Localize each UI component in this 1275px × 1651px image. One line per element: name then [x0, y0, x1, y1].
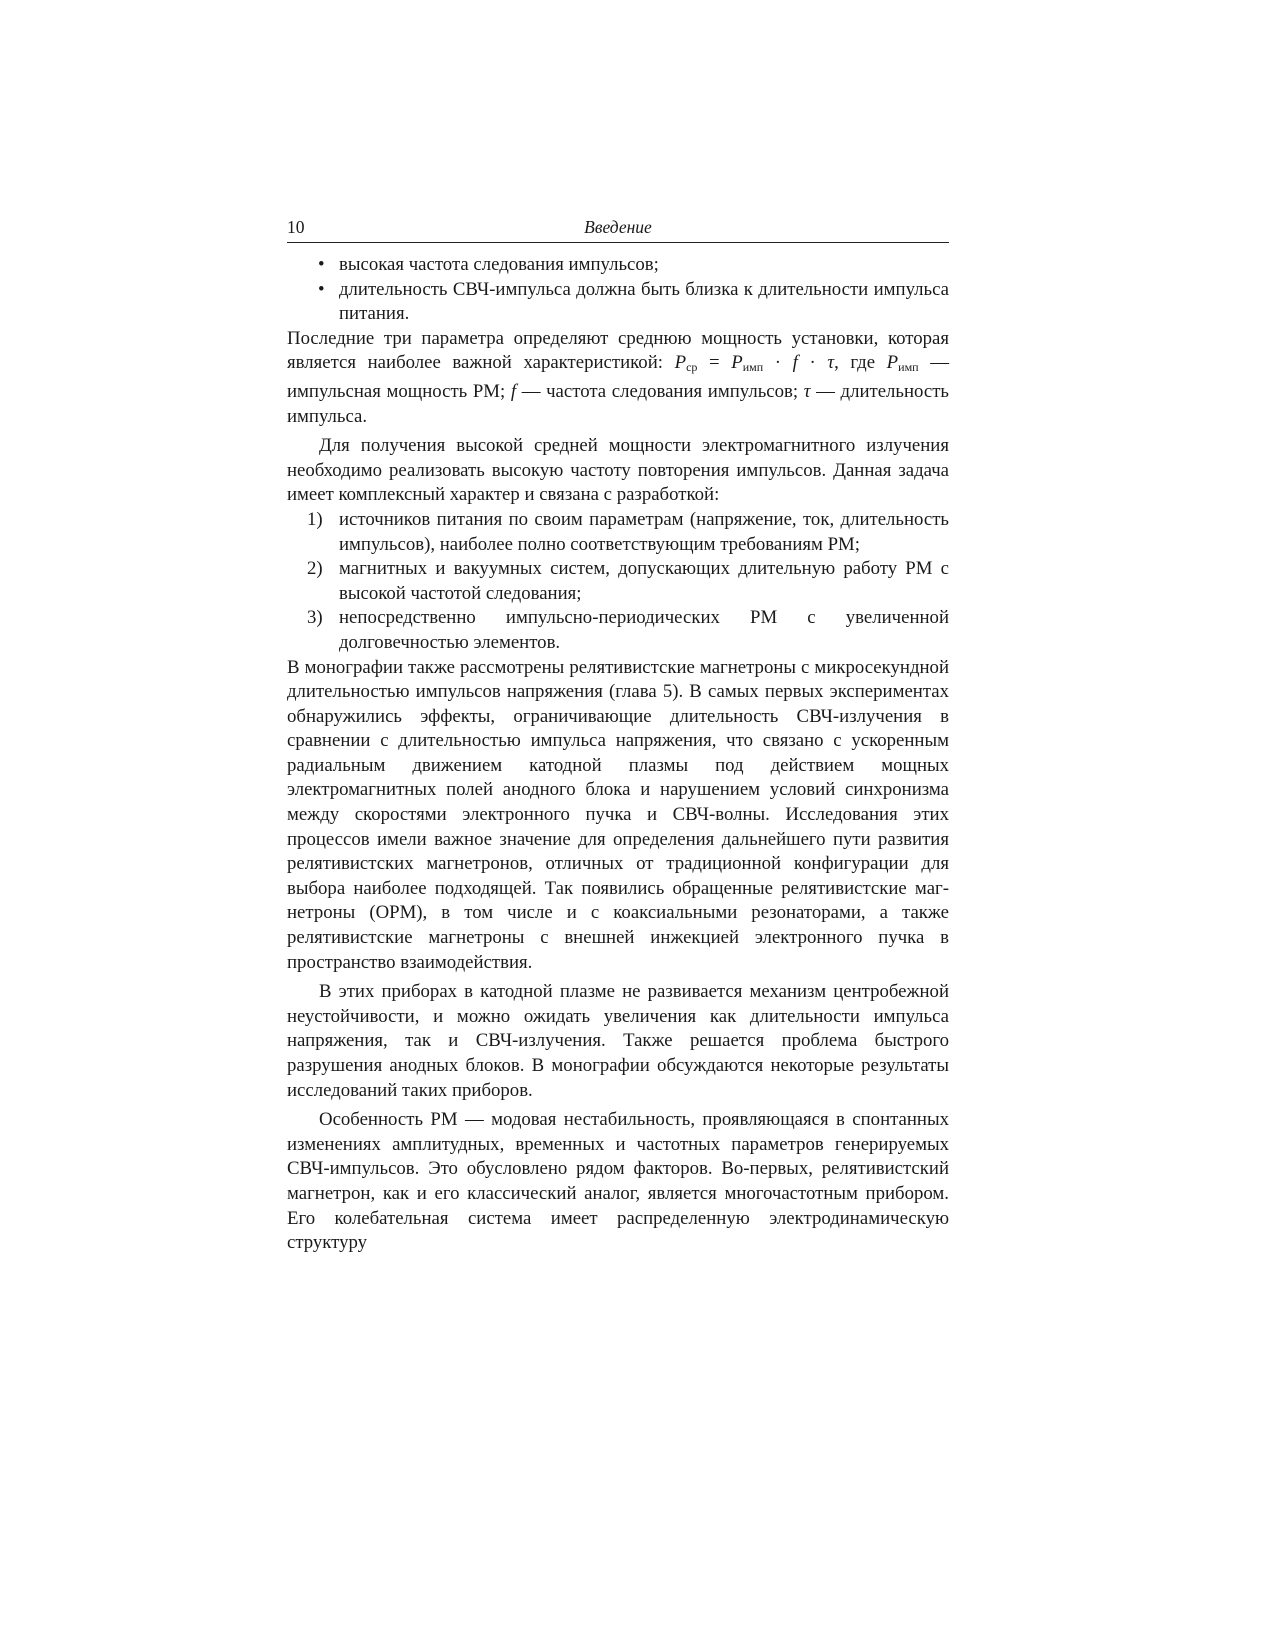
running-header	[287, 216, 949, 243]
formula-dot: ·	[763, 352, 793, 374]
paragraph-mode-instability: Особенность РМ — модовая нестабильность, проявляющаяся в спонтанных изменениях амплитудных, временных и частотных параметров генерируемых СВЧ-импульсов. Это обусловлено рядом факторов. Во-первых, релятивистский магнетрон, как и его классический аналог, является многочастотным прибором. Его колебательная система имеет распределенную электродинамическую структуру	[287, 1109, 949, 1254]
page-number: 10	[287, 217, 305, 237]
paragraph-text: — частота следования импульсов;	[516, 380, 804, 402]
bullet-marker: •	[318, 254, 325, 275]
formula-f: f	[792, 352, 798, 374]
list-item	[287, 606, 949, 655]
running-title: Введение	[584, 217, 652, 237]
list-item	[287, 557, 949, 606]
document-page	[287, 216, 949, 1256]
formula-subscript: имп	[742, 360, 764, 375]
list-item-text: источников питания по своим параметрам (напряжение, ток, длительность импульсов), наиболее полно соответствующим требованиям РМ;	[339, 508, 949, 555]
formula-p: P	[731, 352, 743, 374]
formula-subscript: ср	[686, 360, 698, 375]
formula-p: P	[886, 352, 899, 374]
list-item-text: магнитных и вакуумных систем, допускающих длительную работу РМ с высокой частотой следования;	[339, 558, 949, 604]
paragraph-text: , где	[834, 352, 887, 374]
list-number: 1)	[307, 508, 323, 530]
paragraph-microsecond-magnetrons: В монографии также рассмотрены релятивистские магнетроны с микросекундной длительностью импульсов напряжения (глава 5). В самых первых экспериментах обнаружились эффекты, ограничивающие длительность СВЧ-излучения в сравнении с длительностью импульса напряжения, что связано с ускоренным радиальным движением катодной плазмы под действием мощных электромагнитных полей анодного блока и нарушением условий синхронизма между скоростями электронного пучка и СВЧ-волны. Исследования этих процессов имели важное значение для определения дальнейшего пути развития релятивистских магнетронов, отличных от традиционной конфигурации для выбора наиболее подходящей. Так появились обращенные релятивистские магнетроны (ОРМ), в том числе и с коаксиальными резонаторами, а также релятивистские магнетроны с внешней инжекцией электронного пучка в пространство взаимодействия.	[287, 656, 949, 973]
formula-p: P	[674, 352, 687, 374]
list-number: 3)	[307, 607, 323, 629]
formula-subscript: имп	[898, 360, 919, 375]
list-item-text: непосредственно импульсно-периодических РМ с увеличенной долговечностью элементов.	[339, 607, 949, 653]
list-item	[287, 278, 949, 327]
list-item	[287, 253, 949, 278]
formula-tau: τ	[803, 380, 811, 402]
formula-tau: τ	[827, 352, 835, 374]
paragraph-text: — импульсная мощность РМ;	[287, 352, 949, 402]
formula-f: f	[510, 380, 517, 402]
list-item-text: высокая частота следования импульсов;	[339, 254, 659, 275]
paragraph-centrifugal-instability: В этих приборах в катодной плазме не развивается механизм центробежной неустойчивости, и можно ожидать увеличения как длительности импульса напряжения, так и СВЧ-излучения. Также решается проблема быстрого разрушения анодных блоков. В монографии обсуждаются некоторые результаты исследований таких приборов.	[287, 981, 949, 1101]
paragraph-average-power	[287, 327, 949, 429]
formula-dot: ·	[797, 352, 828, 374]
paragraph-repetition-rate: Для получения высокой средней мощности электромагнитного излучения необходимо реализовать высокую частоту повторения импульсов. Данная задача имеет комплексный характер и связана с разработкой:	[287, 435, 949, 506]
paragraph-text: Последние три параметра определяют среднюю мощность установки, которая является наиболее важной характеристикой:	[287, 327, 949, 374]
bullet-marker: •	[318, 278, 325, 300]
numbered-list	[287, 508, 949, 656]
formula-equals: =	[697, 352, 732, 374]
bullet-list	[287, 253, 949, 327]
paragraph-text: — длительность импульса.	[287, 380, 950, 427]
document-body	[287, 253, 949, 1256]
list-number: 2)	[307, 558, 323, 580]
list-item	[287, 508, 949, 557]
list-item-text: длительность СВЧ-импульса должна быть близка к длительности импульса питания.	[339, 278, 949, 325]
